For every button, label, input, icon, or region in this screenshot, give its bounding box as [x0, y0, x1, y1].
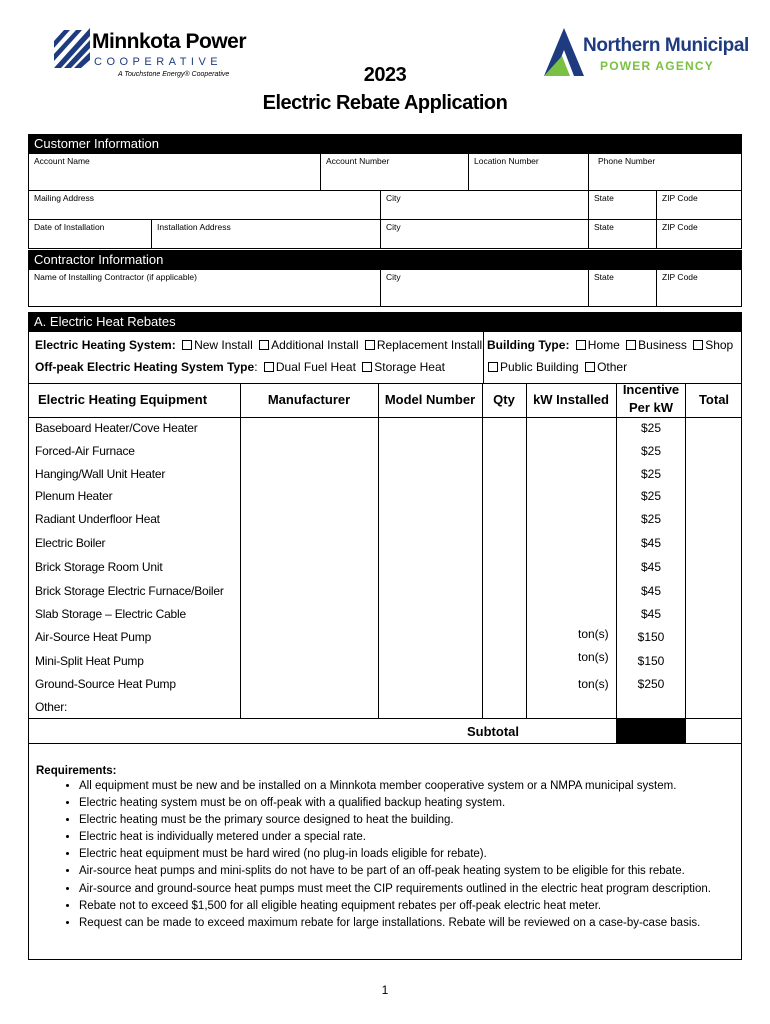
heating-system-label: Electric Heating System:	[35, 338, 176, 352]
subtotal-label: Subtotal	[467, 724, 519, 739]
equipment-row: Brick Storage Electric Furnace/Boiler	[35, 584, 224, 598]
home-label: Home	[587, 338, 620, 352]
incentive-value: $25	[640, 512, 662, 526]
incentive-value: $25	[640, 489, 662, 503]
incentive-value: $25	[640, 467, 662, 481]
equipment-row: Hanging/Wall Unit Heater	[35, 467, 166, 481]
other-building-label: Other	[597, 360, 628, 374]
requirements	[36, 765, 736, 933]
home-checkbox[interactable]	[576, 340, 586, 350]
requirement-item: • Electric heating must be the primary source designed to heat the building.	[79, 813, 736, 828]
business-label: Business	[638, 338, 687, 352]
heating-system-line	[35, 338, 482, 352]
col-manufacturer: Manufacturer	[267, 392, 351, 407]
city-label: City	[386, 193, 401, 203]
mailing-zip-field[interactable]	[656, 190, 742, 220]
replacement-install-label: Replacement Install	[376, 338, 483, 352]
heat-section-header: A. Electric Heat Rebates	[28, 312, 742, 332]
installation-address-label: Installation Address	[157, 222, 231, 232]
contractor-city-field[interactable]	[380, 269, 589, 307]
date-installation-field[interactable]	[28, 219, 152, 249]
state-label: State	[594, 222, 614, 232]
phone-number-label: Phone Number	[598, 156, 656, 166]
form-year: 2023	[363, 64, 407, 86]
replacement-install-checkbox[interactable]	[365, 340, 375, 350]
equipment-row: Plenum Heater	[35, 489, 113, 503]
nmpa-subtitle: POWER AGENCY	[600, 59, 714, 73]
equipment-row: Baseboard Heater/Cove Heater	[35, 421, 198, 435]
other-building-checkbox[interactable]	[585, 362, 595, 372]
installation-city-field[interactable]	[380, 219, 589, 249]
requirement-item: • Air-source and ground-source heat pumps must meet the CIP requirements outlined in the electric heat program description.	[79, 882, 736, 897]
minnkota-name: Minnkota Power	[92, 30, 247, 53]
contractor-name-label: Name of Installing Contractor (if applicable)	[34, 272, 197, 282]
offpeak-type-label: Off-peak Electric Heating System Type	[35, 360, 255, 374]
incentive-value: $45	[640, 536, 662, 550]
incentive-value: $25	[640, 444, 662, 458]
account-name-field[interactable]	[28, 153, 321, 191]
incentive-value: $45	[640, 560, 662, 574]
city-label: City	[386, 222, 401, 232]
building-type-line-2	[485, 360, 627, 374]
public-building-label: Public Building	[500, 360, 579, 374]
requirement-item: • Rebate not to exceed $1,500 for all eligible heating equipment rebates per off-peak electric heat meter.	[79, 899, 736, 914]
dual-fuel-checkbox[interactable]	[264, 362, 274, 372]
requirement-item: • Electric heating system must be on off-peak with a qualified backup heating system.	[79, 796, 736, 811]
col-incentive-per-kw: Per kW	[628, 400, 674, 415]
incentive-value: $150	[637, 654, 665, 668]
business-checkbox[interactable]	[626, 340, 636, 350]
location-number-field[interactable]	[468, 153, 589, 191]
equipment-row: Radiant Underfloor Heat	[35, 512, 160, 526]
col-equipment: Electric Heating Equipment	[38, 392, 208, 407]
account-number-label: Account Number	[326, 156, 390, 166]
col-model: Model Number	[384, 392, 476, 407]
page-number: 1	[381, 983, 389, 997]
public-building-checkbox[interactable]	[488, 362, 498, 372]
shop-checkbox[interactable]	[693, 340, 703, 350]
incentive-value: $25	[640, 421, 662, 435]
building-type-line	[487, 338, 733, 352]
new-install-checkbox[interactable]	[182, 340, 192, 350]
building-type-label: Building Type:	[487, 338, 570, 352]
shop-label: Shop	[705, 338, 734, 352]
requirement-item: • Electric heat is individually metered under a special rate.	[79, 830, 736, 845]
col-kw: kW Installed	[533, 392, 609, 407]
minnkota-cooperative: COOPERATIVE	[94, 56, 223, 68]
state-label: State	[594, 272, 614, 282]
requirement-item: • All equipment must be new and be installed on a Minnkota member cooperative system or a NMPA municipal system.	[79, 779, 736, 794]
incentive-value: $45	[640, 584, 662, 598]
contractor-name-field[interactable]	[28, 269, 381, 307]
mailing-address-field[interactable]	[28, 190, 381, 220]
equipment-row: Electric Boiler	[35, 536, 106, 550]
incentive-value: $250	[637, 677, 665, 691]
col-incentive: Incentive	[622, 382, 680, 397]
zip-label: ZIP Code	[662, 193, 698, 203]
account-name-label: Account Name	[34, 156, 90, 166]
installation-state-field[interactable]	[588, 219, 657, 249]
incentive-value: $45	[640, 607, 662, 621]
equipment-row: Air-Source Heat Pump	[35, 630, 152, 644]
nmpa-name: Northern Municipal	[583, 35, 749, 56]
col-qty: Qty	[493, 392, 515, 407]
equipment-row: Slab Storage – Electric Cable	[35, 607, 186, 621]
phone-number-field[interactable]	[588, 153, 742, 191]
contractor-zip-field[interactable]	[656, 269, 742, 307]
equipment-row: Ground-Source Heat Pump	[35, 677, 176, 691]
state-label: State	[594, 193, 614, 203]
incentive-value: $150	[637, 630, 665, 644]
mailing-city-field[interactable]	[380, 190, 589, 220]
contractor-state-field[interactable]	[588, 269, 657, 307]
tons-unit: ton(s)	[578, 650, 609, 664]
contractor-section-header: Contractor Information	[28, 250, 742, 270]
requirement-item: • Request can be made to exceed maximum rebate for large installations. Rebate will be reviewed on a case-by-case basis.	[79, 916, 736, 931]
requirement-item: • Air-source heat pumps and mini-splits do not have to be part of an off-peak heating system to be eligible for this rebate.	[79, 864, 736, 879]
mailing-address-label: Mailing Address	[34, 193, 95, 203]
installation-address-field[interactable]	[151, 219, 381, 249]
equipment-row: Brick Storage Room Unit	[35, 560, 163, 574]
zip-label: ZIP Code	[662, 222, 698, 232]
col-total: Total	[698, 392, 730, 407]
equipment-row: Other:	[35, 700, 68, 714]
requirements-title: Requirements:	[36, 765, 117, 777]
dual-fuel-label: Dual Fuel Heat	[275, 360, 356, 374]
customer-section-header: Customer Information	[28, 134, 742, 154]
minnkota-logo-icon	[54, 28, 90, 68]
storage-heat-checkbox[interactable]	[362, 362, 372, 372]
equipment-row: Forced-Air Furnace	[35, 444, 135, 458]
additional-install-label: Additional Install	[271, 338, 359, 352]
minnkota-tagline: A Touchstone Energy® Cooperative	[118, 71, 230, 78]
form-title: Electric Rebate Application	[262, 92, 508, 114]
city-label: City	[386, 272, 401, 282]
offpeak-type-line: Off-peak Electric Heating System Type: Dual Fuel Heat Storage Heat	[35, 360, 445, 374]
storage-heat-label: Storage Heat	[374, 360, 445, 374]
installation-zip-field[interactable]	[656, 219, 742, 249]
tons-unit: ton(s)	[578, 627, 609, 641]
requirement-item: • Electric heat equipment must be hard wired (no plug-in loads eligible for rebate).	[79, 847, 736, 862]
tons-unit: ton(s)	[578, 677, 609, 691]
mailing-state-field[interactable]	[588, 190, 657, 220]
location-number-label: Location Number	[474, 156, 539, 166]
equipment-row: Mini-Split Heat Pump	[35, 654, 144, 668]
date-installation-label: Date of Installation	[34, 222, 105, 232]
additional-install-checkbox[interactable]	[259, 340, 269, 350]
subtotal-incentive-shaded	[617, 719, 685, 743]
new-install-label: New Install	[194, 338, 253, 352]
account-number-field[interactable]	[320, 153, 469, 191]
zip-label: ZIP Code	[662, 272, 698, 282]
